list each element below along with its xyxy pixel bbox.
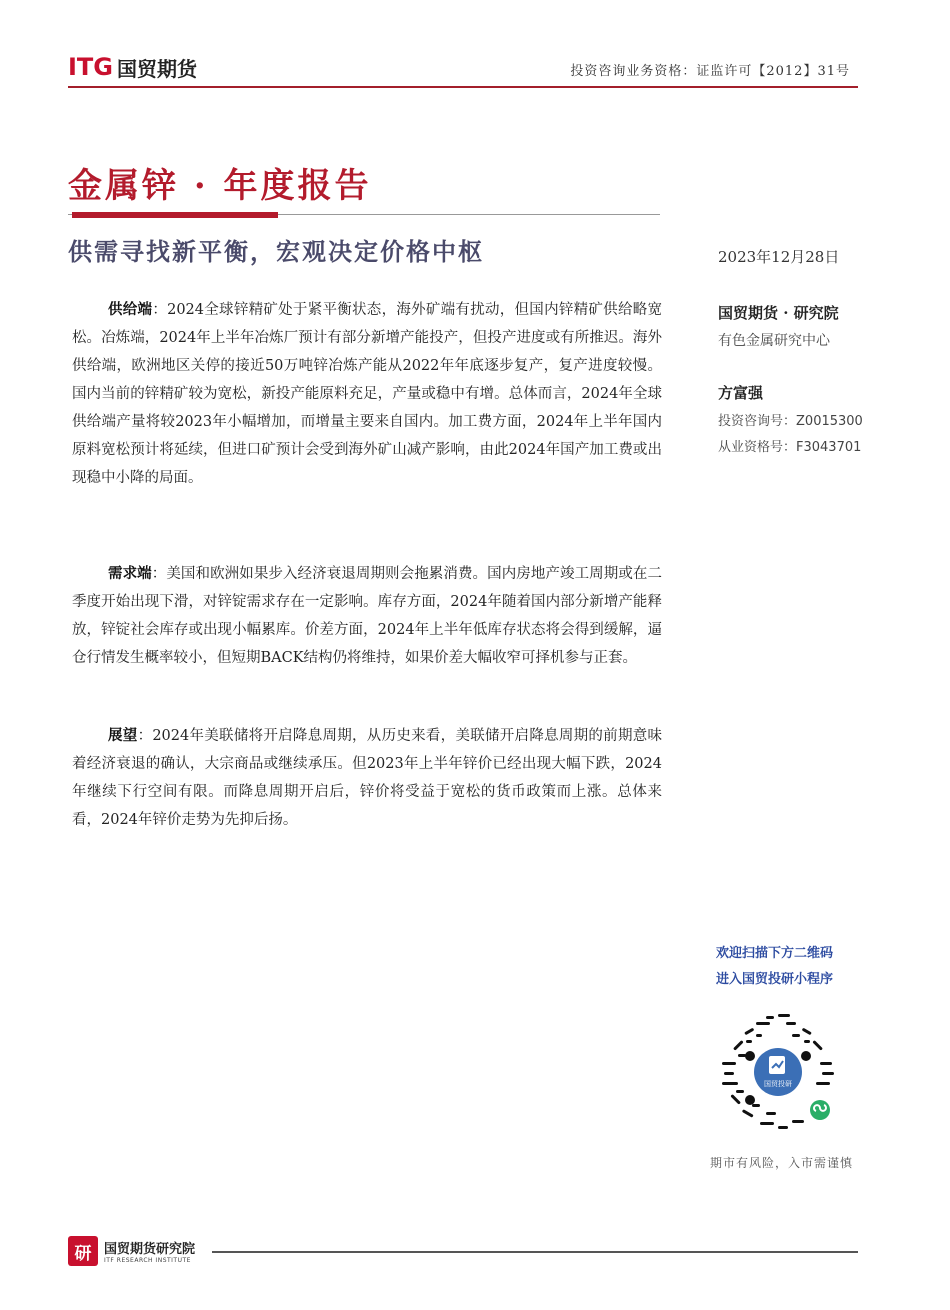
research-seal-icon: 研 (68, 1236, 98, 1266)
footer-name-en: ITF RESEARCH INSTITUTE (104, 1257, 191, 1264)
demand-text: ：美国和欧洲如果步入经济衰退周期则会拖累消费。国内房地产竣工周期或在二季度开始出现下滑，对锌锭需求存在一定影响。库存方面，2024年随着国内部分新增产能释放，锌锭社会库存或出现小幅累库。价差方面，2024年上半年低库存状态将会得到缓解，逼仓行情发生概率较小，但短期BACK结构仍将维持，如果价差大幅收窄可择机参与正套。 (72, 566, 663, 666)
demand-label: 需求端 (108, 565, 152, 582)
supply-paragraph (72, 296, 662, 492)
mini-program-qr-code[interactable] (716, 1010, 840, 1134)
risk-warning: 期市有风险，入市需谨慎 (710, 1156, 854, 1170)
qr-caption-1: 欢迎扫描下方二维码 (716, 946, 834, 961)
qr-caption-2: 进入国贸投研小程序 (716, 972, 834, 987)
cert-value: F3043701 (796, 440, 862, 455)
supply-label: 供给端 (108, 301, 153, 318)
license-value: Z0015300 (796, 414, 863, 429)
report-date: 2023年12月28日 (718, 248, 840, 266)
outlook-text: ：2024年美联储将开启降息周期，从历史来看，美联储开启降息周期的前期意味着经济衰退的确认，大宗商品或继续承压。但2023年上半年锌价已经出现大幅下跌，2024年继续下行空间有限。而降息周期开启后，锌价将受益于宽松的货币政策而上涨。总体来看，2024年锌价走势为先抑后扬。 (72, 728, 663, 828)
outlook-paragraph (72, 722, 662, 834)
footer-logo (68, 1236, 195, 1266)
license-label: 投资咨询号： (718, 414, 797, 429)
cert-label: 从业资格号： (718, 440, 797, 455)
logo-cn-text: 国贸期货 (117, 56, 197, 81)
supply-text: ：2024全球锌精矿处于紧平衡状态，海外矿端有扰动，但国内锌精矿供给略宽松。冶炼端，2024年上半年冶炼厂预计有部分新增产能投产，但投产进度或有所推迟。海外供给端，欧洲地区关停的接近50万吨锌冶炼产能从2022年年底逐步复产，复产进度较慢。国内当前的锌精矿较为宽松，新投产能原料充足，产量或稳中有增。总体而言，2024年全球供给端产量将较2023年小幅增加，而增量主要来自国内。加工费方面，2024年上半年国内原料宽松预计将延续，但进口矿预计会受到海外矿山减产影响，由此2024年国产加工费或出现稳中小降的局面。 (72, 302, 662, 486)
demand-paragraph (72, 560, 662, 672)
institute-name: 国贸期货 · 研究院 (718, 304, 839, 322)
analyst-name: 方富强 (718, 384, 764, 402)
footer-divider (212, 1251, 858, 1253)
outlook-label: 展望 (108, 727, 138, 744)
cert-line (718, 436, 861, 455)
qr-center-label: 国贸投研 (764, 1080, 792, 1088)
title-divider-accent (72, 212, 278, 218)
brand-logo (68, 52, 197, 82)
research-center: 有色金属研究中心 (718, 333, 830, 349)
report-subtitle: 供需寻找新平衡，宏观决定价格中枢 (68, 237, 484, 266)
report-title: 金属锌 · 年度报告 (68, 166, 372, 206)
footer-name-cn: 国贸期货研究院 (104, 1242, 196, 1257)
header-divider (68, 86, 858, 88)
license-line (718, 410, 863, 429)
qualification-text: 投资咨询业务资格：证监许可【2012】31号 (570, 64, 850, 79)
logo-itg-text: ITG (68, 53, 113, 81)
